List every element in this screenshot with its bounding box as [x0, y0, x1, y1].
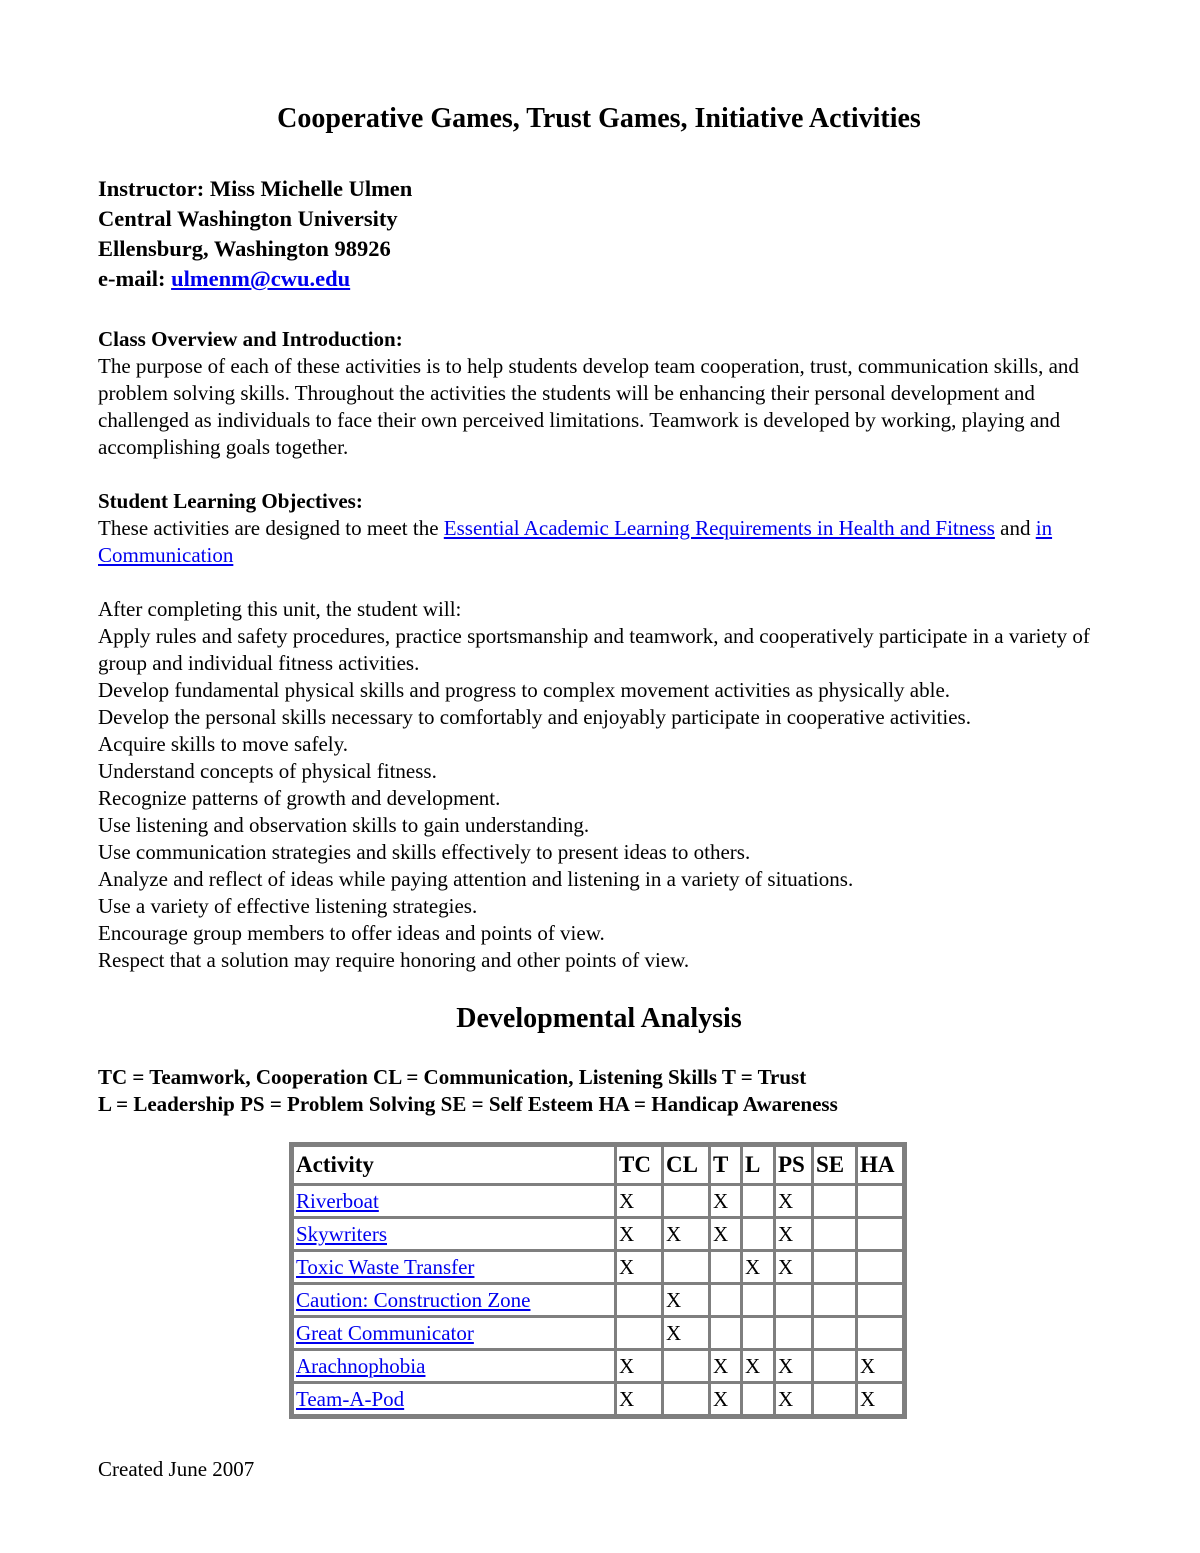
activity-link-toxic-waste-transfer[interactable]: Toxic Waste Transfer: [296, 1255, 475, 1279]
contact-block: [98, 174, 412, 294]
ealr-health-fitness-link[interactable]: Essential Academic Learning Requirements in Health and Fitness: [443, 516, 995, 540]
mark-cell: X: [743, 1252, 773, 1282]
mark-cell: [743, 1219, 773, 1249]
developmental-analysis-title: Developmental Analysis: [456, 1003, 742, 1034]
mark-cell: [617, 1318, 661, 1348]
mark-cell: X: [664, 1285, 708, 1315]
activity-link-arachnophobia[interactable]: Arachnophobia: [296, 1354, 426, 1378]
table-row: [294, 1252, 902, 1282]
outcome-item: Develop fundamental physical skills and progress to complex movement activities as physically able.: [98, 678, 951, 702]
table-row: [294, 1219, 902, 1249]
mark-cell: [664, 1252, 708, 1282]
outcome-item: Use communication strategies and skills effectively to present ideas to others.: [98, 840, 751, 864]
objectives-heading: Student Learning Objectives:: [98, 489, 363, 513]
mark-cell: X: [743, 1351, 773, 1381]
outcome-item: Encourage group members to offer ideas and points of view.: [98, 921, 605, 945]
activity-cell: [294, 1384, 614, 1414]
mark-cell: [664, 1186, 708, 1216]
created-date-footer: Created June 2007: [98, 1457, 255, 1481]
header-cl: CL: [664, 1147, 708, 1183]
mark-cell: [814, 1186, 855, 1216]
activity-link-great-communicator[interactable]: Great Communicator: [296, 1321, 474, 1345]
mark-cell: X: [776, 1186, 811, 1216]
outcome-item: Recognize patterns of growth and development.: [98, 786, 501, 810]
mark-cell: X: [617, 1186, 661, 1216]
email-link[interactable]: ulmenm@cwu.edu: [171, 266, 351, 291]
table-row: [294, 1186, 902, 1216]
mark-cell: [858, 1252, 902, 1282]
outcome-item: Use a variety of effective listening strategies.: [98, 894, 478, 918]
outcome-item: Use listening and observation skills to gain understanding.: [98, 813, 590, 837]
mark-cell: X: [776, 1252, 811, 1282]
mark-cell: X: [776, 1351, 811, 1381]
mark-cell: [814, 1285, 855, 1315]
mark-cell: [743, 1285, 773, 1315]
activity-link-caution-construction-zone[interactable]: Caution: Construction Zone: [296, 1288, 531, 1312]
mark-cell: [711, 1318, 740, 1348]
overview-section: [98, 326, 1108, 461]
mark-cell: X: [711, 1384, 740, 1414]
header-t: T: [711, 1147, 740, 1183]
objectives-intro: These activities are designed to meet the: [98, 516, 444, 540]
activity-link-skywriters[interactable]: Skywriters: [296, 1222, 387, 1246]
outcome-item: Develop the personal skills necessary to comfortably and enjoyably participate in cooperative activities.: [98, 705, 971, 729]
mark-cell: [664, 1351, 708, 1381]
mark-cell: [814, 1252, 855, 1282]
activity-cell: [294, 1219, 614, 1249]
mark-cell: [776, 1318, 811, 1348]
mark-cell: [814, 1351, 855, 1381]
mark-cell: [617, 1285, 661, 1315]
mark-cell: [858, 1219, 902, 1249]
mark-cell: X: [711, 1351, 740, 1381]
mark-cell: X: [776, 1384, 811, 1414]
mark-cell: [743, 1384, 773, 1414]
activity-cell: [294, 1318, 614, 1348]
header-ha: HA: [858, 1147, 902, 1183]
objectives-between: and: [994, 516, 1036, 540]
table-row: [294, 1318, 902, 1348]
legend-line-2: L = Leadership PS = Problem Solving SE = Self Esteem HA = Handicap Awareness: [98, 1092, 838, 1116]
table-row: [294, 1384, 902, 1414]
developmental-analysis-table: [289, 1142, 907, 1419]
mark-cell: X: [711, 1219, 740, 1249]
university-location: Ellensburg, Washington 98926: [98, 236, 391, 261]
activity-link-team-a-pod[interactable]: Team-A-Pod: [296, 1387, 405, 1411]
outcome-item: Respect that a solution may require honoring and other points of view.: [98, 948, 690, 972]
mark-cell: X: [858, 1384, 902, 1414]
mark-cell: X: [776, 1219, 811, 1249]
mark-cell: [743, 1186, 773, 1216]
mark-cell: X: [617, 1384, 661, 1414]
mark-cell: X: [858, 1351, 902, 1381]
header-l: L: [743, 1147, 773, 1183]
mark-cell: [814, 1384, 855, 1414]
overview-body: The purpose of each of these activities is to help students develop team cooperation, trust, communication skills, and problem solving skills. Throughout the activities the students will be enhancing their personal development and challenged as individuals to face their own perceived limitations. Teamwork is developed by working, playing and accomplishing goals together.: [98, 354, 1079, 459]
abbreviation-legend: [98, 1064, 838, 1118]
outcomes-intro: After completing this unit, the student will:: [98, 597, 462, 621]
mark-cell: X: [711, 1186, 740, 1216]
page-title: Cooperative Games, Trust Games, Initiative Activities: [277, 103, 921, 134]
activity-link-riverboat[interactable]: Riverboat: [296, 1189, 379, 1213]
legend-line-1: TC = Teamwork, Cooperation CL = Communication, Listening Skills T = Trust: [98, 1065, 807, 1089]
mark-cell: [711, 1252, 740, 1282]
header-activity: Activity: [294, 1147, 614, 1183]
outcome-item: Understand concepts of physical fitness.: [98, 759, 437, 783]
outcomes-section: [98, 596, 1108, 974]
objectives-body: [98, 515, 1108, 569]
header-se: SE: [814, 1147, 855, 1183]
table-header-row: [294, 1147, 902, 1183]
mark-cell: [776, 1285, 811, 1315]
table-row: [294, 1351, 902, 1381]
activity-cell: [294, 1186, 614, 1216]
overview-heading: Class Overview and Introduction:: [98, 327, 403, 351]
mark-cell: [711, 1285, 740, 1315]
objectives-section: [98, 488, 1108, 569]
mark-cell: X: [664, 1219, 708, 1249]
outcome-item: Analyze and reflect of ideas while paying attention and listening in a variety of situations.: [98, 867, 854, 891]
mark-cell: X: [664, 1318, 708, 1348]
instructor-name: Instructor: Miss Michelle Ulmen: [98, 176, 413, 201]
university-name: Central Washington University: [98, 206, 398, 231]
email-label: e-mail:: [98, 266, 172, 291]
header-ps: PS: [776, 1147, 811, 1183]
header-tc: TC: [617, 1147, 661, 1183]
outcome-item: Acquire skills to move safely.: [98, 732, 349, 756]
table-row: [294, 1285, 902, 1315]
mark-cell: [664, 1384, 708, 1414]
email-line: [98, 264, 412, 294]
activity-cell: [294, 1252, 614, 1282]
activity-cell: [294, 1285, 614, 1315]
mark-cell: [814, 1219, 855, 1249]
mark-cell: X: [617, 1351, 661, 1381]
outcome-item: Apply rules and safety procedures, practice sportsmanship and teamwork, and cooperatively participate in a variety of group and individual fitness activities.: [98, 624, 1090, 675]
mark-cell: [858, 1186, 902, 1216]
mark-cell: [814, 1318, 855, 1348]
activity-cell: [294, 1351, 614, 1381]
ealr-communication-link[interactable]: in Communication: [98, 516, 1053, 567]
mark-cell: [858, 1318, 902, 1348]
analysis-table-wrapper: [289, 1142, 907, 1419]
mark-cell: [743, 1318, 773, 1348]
mark-cell: [858, 1285, 902, 1315]
mark-cell: X: [617, 1219, 661, 1249]
mark-cell: X: [617, 1252, 661, 1282]
